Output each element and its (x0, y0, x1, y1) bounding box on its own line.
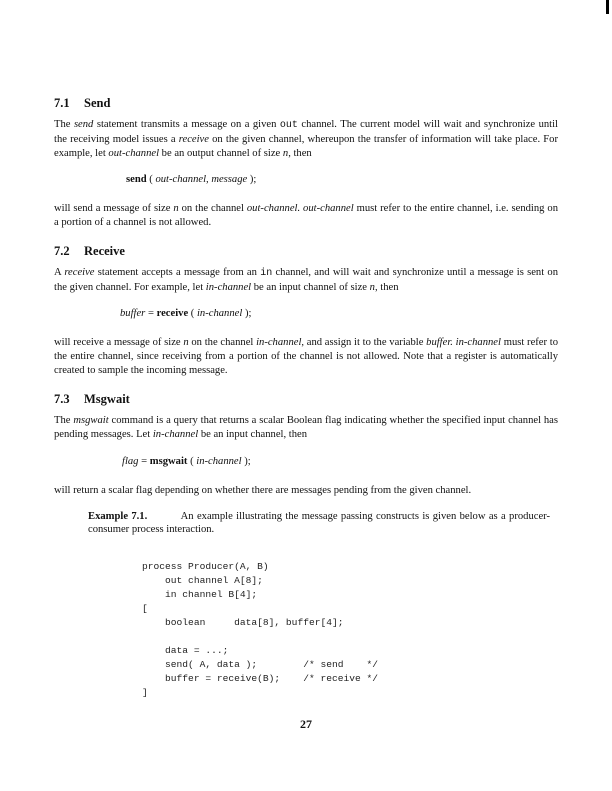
bold-term: receive (156, 308, 189, 319)
italic-term: n (183, 337, 189, 348)
page-number: 27 (300, 717, 312, 731)
section-heading-receive (54, 244, 125, 259)
italic-term: flag (122, 456, 139, 467)
section-title: Msgwait (84, 392, 130, 406)
code-listing: process Producer(A, B) out channel A[8]; in channel B[4]; [ boolean data[8], buffer[4]; data = ...; send( A, data ); /* send */ buffer = receive(B); /* receive */ ] (142, 561, 379, 698)
example-caption (88, 510, 550, 536)
text-run: will send a message of size (54, 203, 174, 214)
code-term: in (260, 268, 273, 279)
text-run: command is a query that returns a scalar Boolean flag indicating whether the specified input channel has pending messages. Let (54, 415, 558, 440)
text-run: be an output channel of size (159, 148, 283, 159)
text-run: An example illustrating the message passing constructs is given below as a producer-consumer process interaction. (88, 511, 551, 535)
text-run: channel, and will wait and synchronize until a message is sent on the given channel. For example, let (54, 267, 558, 293)
scan-mark (606, 0, 609, 14)
text-run: on the channel (178, 203, 247, 214)
text-run: channel. The current model will wait and synchronize until the receiving model issues a (54, 119, 558, 145)
italic-term: out-channel, message (155, 174, 248, 185)
italic-term: in-channel (205, 282, 252, 293)
italic-term: in-channel (152, 429, 199, 440)
italic-term: out-channel. out-channel (246, 203, 354, 214)
bold-term: msgwait (149, 456, 188, 467)
receive-statement (120, 308, 251, 319)
section-number: 7.3 (54, 392, 70, 406)
italic-term: in-channel (256, 337, 302, 348)
text-run: be an input channel of size (251, 282, 370, 293)
section-heading-msgwait (54, 392, 130, 407)
section-number: 7.2 (54, 244, 70, 258)
italic-term: n (282, 148, 289, 159)
send-statement (126, 174, 256, 185)
text-run: ); (247, 174, 257, 185)
text-run: , then (374, 282, 399, 293)
bold-term: Example 7.1. (88, 511, 148, 522)
text-run: = (145, 308, 157, 319)
italic-term: in-channel (196, 456, 242, 467)
italic-term: send (73, 119, 94, 130)
text-run: will return a scalar flag depending on whether there are messages pending from the given channel. (54, 485, 472, 496)
section-title: Receive (84, 244, 125, 258)
paragraph (54, 484, 558, 498)
text-run: ); (242, 308, 252, 319)
text-run: on the given channel, whereupon the transfer of information will take place. For example, let (54, 134, 559, 159)
italic-term: out-channel (108, 148, 160, 159)
section-number: 7.1 (54, 96, 70, 110)
text-run: = (138, 456, 150, 467)
paragraph (54, 118, 558, 161)
text-run: statement transmits a message on a given (93, 119, 280, 130)
text-run: must refer to the entire channel, since receiving from a portion of the channel is not allowed. Note that a register is automatically created to sample the incoming message. (54, 337, 559, 376)
section-title: Send (84, 96, 111, 110)
msgwait-statement (122, 456, 251, 467)
text-run: must refer to the entire channel, i.e. sending on a portion of a channel is not allowed. (54, 203, 558, 228)
text-run: , and assign it to the variable (301, 337, 427, 348)
text-run: A (54, 267, 65, 278)
paragraph (54, 266, 558, 295)
italic-term: receive (178, 134, 209, 145)
text-run: The (54, 119, 74, 130)
paragraph (54, 414, 558, 442)
section-heading-send (54, 96, 110, 111)
italic-term: buffer. in-channel (426, 337, 501, 348)
text-run: ( (146, 174, 156, 185)
text-run: The (54, 415, 74, 426)
text-run: will receive a message of size (54, 337, 184, 348)
paragraph (54, 202, 558, 230)
text-run: on the channel (188, 337, 257, 348)
italic-term: receive (64, 267, 95, 278)
italic-term: n (369, 282, 375, 293)
italic-term: buffer (120, 308, 146, 319)
text-run: ( (188, 308, 197, 319)
paragraph (54, 336, 558, 378)
text-run: ); (241, 456, 251, 467)
bold-term: send (126, 174, 147, 185)
italic-term: in-channel (196, 308, 243, 319)
text-run: ( (187, 456, 197, 467)
italic-term: msgwait (73, 415, 109, 426)
text-run: be an input channel, then (198, 429, 308, 440)
italic-term: n (173, 203, 179, 214)
code-term: out (279, 120, 298, 131)
text-run: statement accepts a message from an (94, 267, 261, 278)
text-run: , then (288, 148, 312, 159)
